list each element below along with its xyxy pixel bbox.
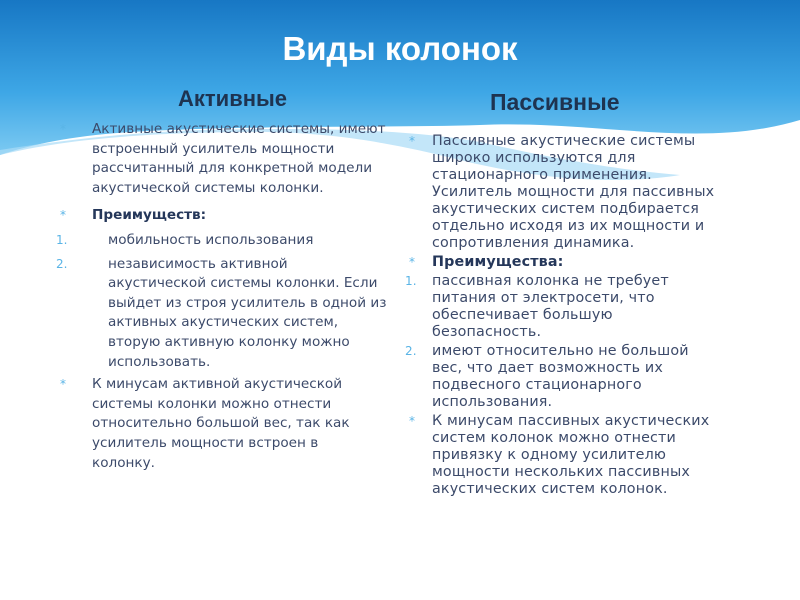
text-line: стационарного применения.: [432, 167, 652, 183]
heading-active: Активные: [178, 86, 288, 111]
text-line: Преимущества:: [432, 254, 564, 270]
number-marker: 2.: [56, 256, 68, 271]
number-marker: 1.: [56, 232, 68, 247]
slide-title: Виды колонок: [282, 30, 518, 67]
text-line: акустических систем колонок.: [432, 481, 668, 497]
text-line: питания от электросети, что: [432, 290, 655, 306]
text-line: широко используются для: [432, 150, 636, 166]
text-line: отдельно исходя из их мощности и: [432, 218, 705, 234]
section-label: [0, 254, 714, 271]
asterisk-bullet-icon: *: [60, 208, 66, 223]
asterisk-bullet-icon: *: [409, 134, 416, 148]
text-line: вес, что дает возможность их: [432, 360, 663, 376]
text-line: независимость активной: [108, 255, 288, 272]
asterisk-bullet-icon: *: [409, 414, 416, 428]
text-line: безопасность.: [432, 324, 542, 340]
text-line: Активные акустические системы, имеют: [92, 121, 386, 137]
text-line: использовать.: [108, 353, 211, 370]
text-line: Преимуществ:: [92, 207, 207, 224]
text-line: усилитель мощности встроен в: [92, 434, 319, 451]
text-line: Пассивные акустические системы: [432, 133, 696, 149]
text-line: К минусам активной акустической: [92, 376, 343, 393]
text-line: встроенный усилитель мощности: [92, 140, 335, 157]
text-line: выйдет из строя усилитель в одной из: [108, 294, 387, 311]
text-line: подвесного стационарного: [432, 377, 642, 393]
text-line: акустической системы колонки.: [92, 179, 324, 196]
text-line: рассчитанный для конкретной модели: [92, 160, 373, 177]
text-line: имеют относительно не большой: [432, 343, 689, 359]
number-marker: 2.: [405, 344, 417, 358]
asterisk-bullet-icon: *: [409, 255, 416, 269]
text-line: К минусам пассивных акустических: [432, 413, 710, 429]
text-line: мощности нескольких пассивных: [432, 464, 690, 480]
text-line: пассивная колонка не требует: [432, 273, 669, 289]
numbered-item: [0, 273, 714, 341]
heading-passive: Пассивные: [490, 89, 620, 115]
text-line: акустических систем подбирается: [432, 201, 699, 217]
text-line: Усилитель мощности для пассивных: [432, 184, 715, 200]
bullet-item: [0, 413, 714, 498]
numbered-item: [0, 343, 714, 411]
text-line: акустической системы колонки. Если: [108, 275, 378, 292]
text-line: сопротивления динамика.: [432, 235, 635, 251]
passive-column: [0, 133, 714, 498]
number-marker: 1.: [405, 274, 417, 288]
text-line: обеспечивает большую: [432, 307, 613, 323]
text-line: мобильность использования: [108, 231, 314, 248]
bullet-item: [0, 133, 714, 252]
text-line: систем колонок можно отнести: [432, 430, 676, 446]
text-line: использования.: [432, 394, 553, 410]
text-line: относительно большой вес, так как: [92, 415, 350, 432]
text-line: системы колонки можно отнести: [92, 395, 332, 412]
text-line: вторую активную колонку можно: [108, 333, 350, 350]
text-line: активных акустических систем,: [108, 314, 339, 331]
text-line: привязку к одному усилителю: [432, 447, 667, 463]
asterisk-bullet-icon: *: [60, 377, 66, 392]
text-line: колонку.: [92, 454, 155, 471]
asterisk-bullet-icon: *: [60, 122, 66, 136]
